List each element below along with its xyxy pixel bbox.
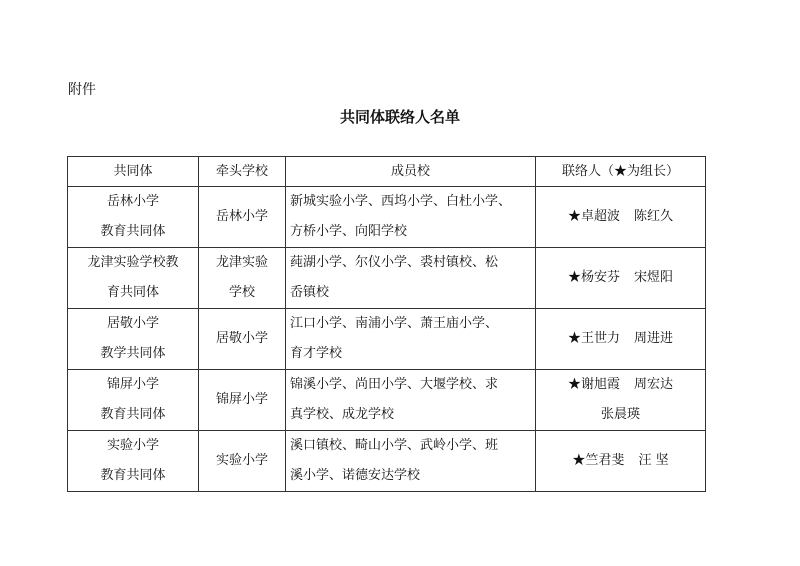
table-row — [68, 370, 706, 431]
contacts-cell: ★王世力 周进进 — [536, 309, 706, 370]
header-community: 共同体 — [68, 157, 199, 187]
community-cell: 居敬小学 教学共同体 — [68, 309, 199, 370]
community-cell: 锦屏小学 教育共同体 — [68, 370, 199, 431]
lead-school-cell: 龙津实验 学校 — [199, 248, 286, 309]
header-member-schools: 成员校 — [286, 157, 536, 187]
attachment-label: 附件 — [68, 82, 96, 98]
contacts-cell: ★竺君斐 汪 坚 — [536, 431, 706, 492]
member-schools-cell: 江口小学、南浦小学、萧王庙小学、 育才学校 — [286, 309, 536, 370]
document-title: 共同体联络人名单 — [339, 108, 460, 126]
header-contacts: 联络人（★为组长） — [536, 157, 706, 187]
member-schools-cell: 莼湖小学、尔仪小学、裘村镇校、松 岙镇校 — [286, 248, 536, 309]
contacts-cell: ★卓超波 陈红久 — [536, 187, 706, 248]
lead-school-cell: 居敬小学 — [199, 309, 286, 370]
table-row — [68, 248, 706, 309]
community-cell: 实验小学 教育共同体 — [68, 431, 199, 492]
header-lead-school: 牵头学校 — [199, 157, 286, 187]
lead-school-cell: 岳林小学 — [199, 187, 286, 248]
member-schools-cell: 溪口镇校、畸山小学、武岭小学、班 溪小学、诺德安达学校 — [286, 431, 536, 492]
table-header-row — [68, 157, 706, 187]
lead-school-cell: 锦屏小学 — [199, 370, 286, 431]
contacts-cell: ★谢旭霞 周宏达 张晨瑛 — [536, 370, 706, 431]
member-schools-cell: 新城实验小学、西坞小学、白杜小学、 方桥小学、向阳学校 — [286, 187, 536, 248]
table-row — [68, 431, 706, 492]
community-cell: 岳林小学 教育共同体 — [68, 187, 199, 248]
contacts-cell: ★杨安芬 宋煜阳 — [536, 248, 706, 309]
community-cell: 龙津实验学校教 育共同体 — [68, 248, 199, 309]
lead-school-cell: 实验小学 — [199, 431, 286, 492]
member-schools-cell: 锦溪小学、尚田小学、大堰学校、求 真学校、成龙学校 — [286, 370, 536, 431]
table-row — [68, 309, 706, 370]
contact-table — [67, 156, 706, 492]
table-row — [68, 187, 706, 248]
